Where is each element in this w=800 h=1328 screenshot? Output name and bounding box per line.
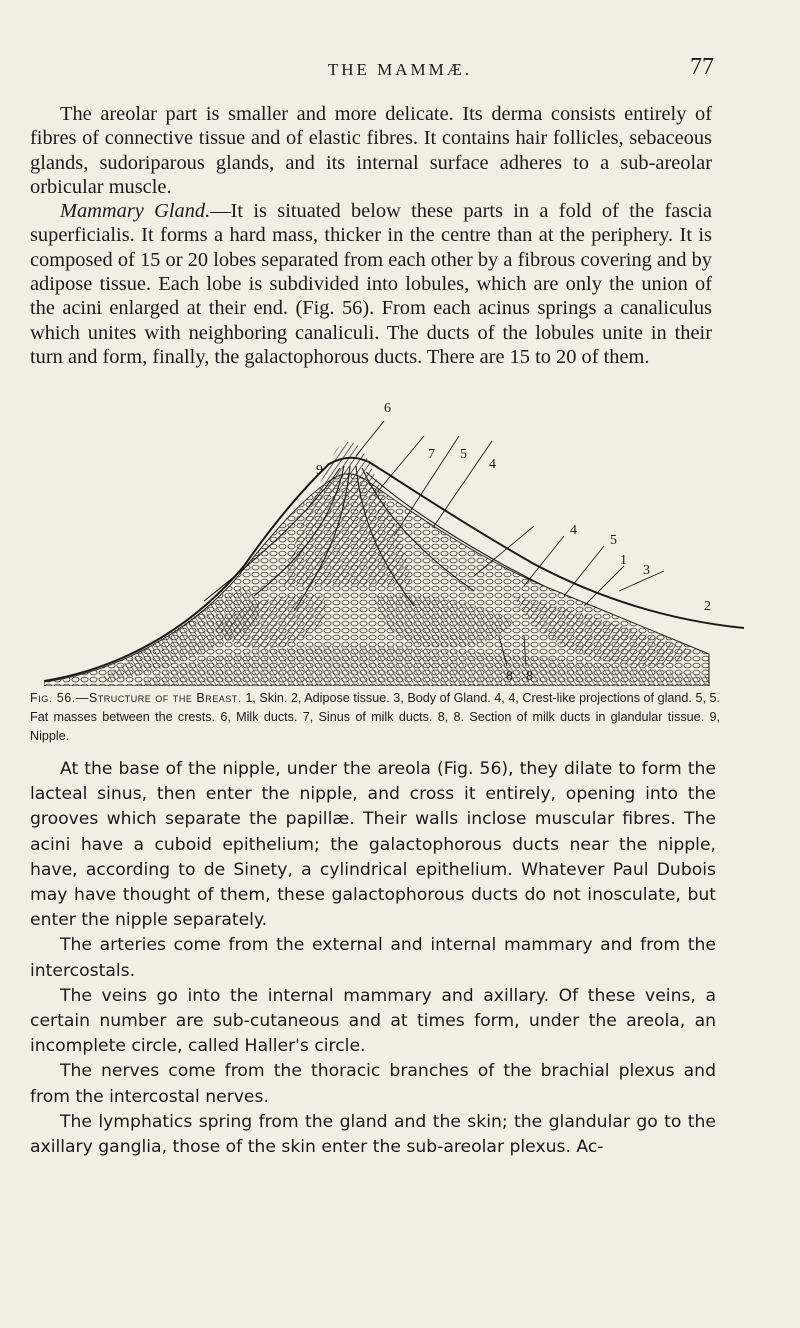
figure-label-4-right: 4 bbox=[570, 523, 577, 538]
figure-label-7: 7 bbox=[428, 447, 435, 462]
paragraph-veins: The veins go into the internal mammary and axillary. Of these veins, a certain number are sub-cutaneous and at times form, under the areola, an incomplete circle, called Haller's circle. bbox=[30, 985, 716, 1057]
top-text-block bbox=[30, 102, 712, 369]
bottom-text-block bbox=[30, 757, 716, 1160]
page-number: 77 bbox=[690, 54, 714, 80]
paragraph-lymphatics: The lymphatics spring from the gland and the skin; the glandular go to the axillary ganglia, those of the skin enter the sub-areolar plexus. Ac- bbox=[30, 1111, 716, 1158]
figure-label-2: 2 bbox=[704, 599, 711, 614]
paragraph-mammary-gland bbox=[30, 199, 712, 369]
breast-structure-figure bbox=[44, 396, 744, 686]
figure-label-1: 1 bbox=[620, 553, 627, 568]
running-title: THE MAMMÆ. bbox=[327, 60, 473, 79]
figure-label-3: 3 bbox=[643, 563, 650, 578]
figure-caption bbox=[30, 689, 720, 746]
paragraph-mammary-gland-body: —It is situated below these parts in a fold of the fascia superficialis. It forms a hard mass, thicker in the centre than at the periphery. It is composed of 15 or 20 lobes separated from each other by a fibrous covering and by adipose tissue. Each lobe is subdivided into lobules, which are only the union of the acini enlarged at their end. (Fig. 56). From each acinus springs a canaliculus which unites with neighboring canaliculi. The ducts of the lobules unite in their turn and form, finally, the galactophorous ducts. There are 15 to 20 of them. bbox=[30, 200, 712, 368]
figure-label-8-right: 8 bbox=[526, 669, 533, 684]
figure-label-5-right: 5 bbox=[610, 533, 617, 548]
figure-label-6: 6 bbox=[384, 401, 391, 416]
figure-caption-label: Fig. 56.—Structure of the Breast. bbox=[30, 691, 242, 705]
figure-label-8-left: 8 bbox=[506, 669, 513, 684]
figure-label-9: 9 bbox=[316, 463, 323, 478]
figure-label-5-top: 5 bbox=[460, 447, 467, 462]
paragraph-arteries: The arteries come from the external and internal mammary and from the intercostals. bbox=[30, 935, 716, 981]
figure-label-4-top: 4 bbox=[489, 457, 496, 472]
figure-caption-text: 1, Skin. 2, Adipose tissue. 3, Body of Gland. 4, 4, Crest-like projections of gland. 5, 5. Fat masses between the crests. 6, Milk ducts. 7, Sinus of milk ducts. 8, 8. Section of milk ducts in glandular tissue. 9, Nipple. bbox=[30, 691, 720, 743]
section-heading-mammary-gland: Mammary Gland. bbox=[60, 200, 211, 223]
paragraph-areolar: The areolar part is smaller and more delicate. Its derma consists entirely of fibres of connective tissue and of elastic fibres. It contains hair follicles, sebaceous glands, sudoriparous glands, and its internal surface adheres to a sub-areolar orbicular muscle. bbox=[30, 103, 712, 198]
paragraph-nipple-base: At the base of the nipple, under the areola (Fig. 56), they dilate to form the lacteal sinus, then enter the nipple, and cross it entirely, opening into the grooves which separate the papillæ. Their walls inclose muscular fibres. The acini have a cuboid epithelium; the galactophorous ducts near the nipple, have, according to de Sinety, a cylindrical epithelium. Whatever Paul Dubois may have thought of them, these galactophorous ducts do not inosculate, but enter the nipple separately. bbox=[30, 759, 716, 931]
paragraph-nerves: The nerves come from the thoracic branches of the brachial plexus and from the intercostal nerves. bbox=[30, 1061, 716, 1107]
breast-structure-illustration bbox=[44, 396, 744, 686]
